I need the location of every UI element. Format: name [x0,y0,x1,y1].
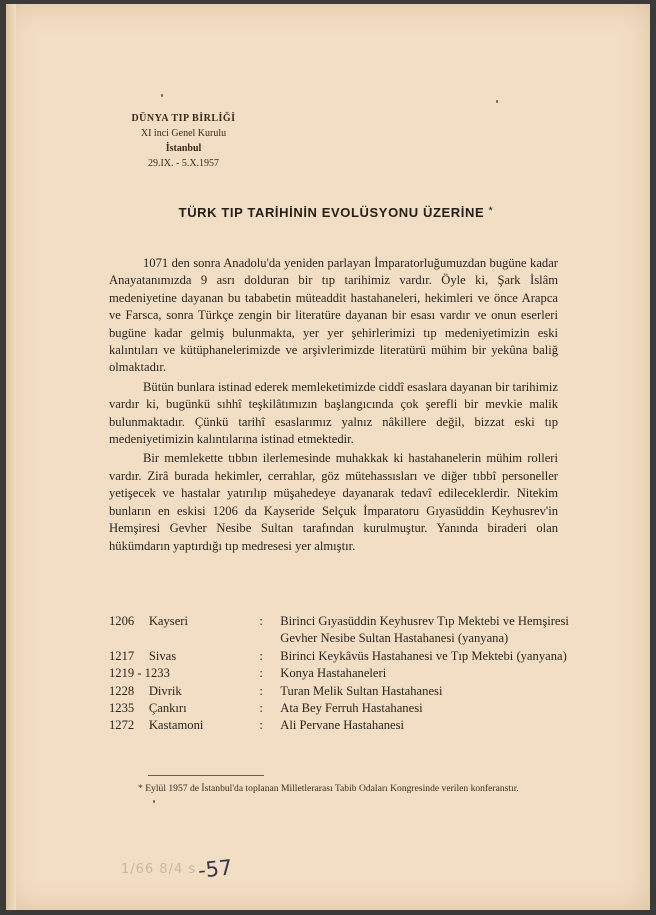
separator-colon: : [259,648,263,663]
header-dates: 29.IX. - 5.X.1957 [147,158,220,169]
institution-city: Kastamoni [148,718,204,733]
separator-colon: : [259,683,263,698]
separator-colon: : [259,666,263,681]
institution-desc: Birinci Gıyasüddin Keyhusrev Tıp Mektebi ve Hemşiresi Gevher Nesibe Sultan Hastahanesi (yanyana) [280,614,569,646]
paragraph: 1071 den sonra Anadolu'da yeniden parlayan İmparatorluğumuzdan bugüne kadar Anayatanımızda 9 asrı dolduran bir tıp tarihimiz vardır. Öyle ki, Şark İslâm medeniyetine dayanan bu tababetin müteaddit hastahaneleri, hekimleri ve önce Arapca ve Farsca, sonra Türkçe zengin bir literatüre dayanan bir esası vardır ve onun eserleri bugüne kadar gelmiş bulunmakta, yer yer şehirlerimizi tıp medeniyetimizin eski kalıntıları ve kütüphanelerimizde ve arşivlerimizde literatürü mühim bir yekûna baliğ olmaktadır. [109,256,558,375]
institution-year: 1219 - 1233 [109,666,170,681]
article-body [109,255,558,555]
institution-row [109,665,569,682]
handwritten-page-number: -57 [196,855,234,883]
institution-desc: Birinci Keykâvüs Hastahanesi ve Tıp Mektebi (yanyana) [280,648,567,663]
separator-colon: : [259,701,263,716]
header-city: İstanbul [165,143,202,154]
institution-row [109,700,569,717]
paragraph: Bütün bunlara istinad ederek memleketimizde ciddî esaslara dayanan bir tarihimiz vardır ki, bugünkü sıhhî teşkilâtımızın başlangıcında çok şerefli bir mevkie malik bulunmaktadır. Çünkü tarihî esaslarımız yalnız nâkillere değil, bizzat eski tıp medeniyetimizin kalıntılarına istinad etmektedir. [109,379,558,447]
article-title [106,205,566,220]
institution-row [109,613,569,648]
institution-row [109,683,569,700]
paper-speck [161,94,163,97]
pencil-annotation: 1/66 8/4 s [121,862,197,877]
institution-year: 1228 [109,683,135,698]
conference-header [111,111,256,171]
institution-year: 1206 [109,614,135,628]
institution-city: Çankırı [148,701,187,716]
article-title-text: TÜRK TIP TARİHİNİN EVOLÜSYONU ÜZERİNE [178,205,485,220]
institution-row [109,717,569,734]
institution-city: Divrik [148,683,182,698]
document-page [6,4,650,910]
header-congress: XI inci Genel Kurulu [140,128,227,139]
paragraph: Bir memlekette tıbbın ilerlemesinde muhakkak ki hastahanelerin mühim rolleri vardır. Zirâ burada hekimler, cerrahlar, göz mütehassısları ve diğer tıbbî personeller yetişecek ve hastalar yatırılıp müşahedeye dayanarak tedavî edileceklerdir. Nitekim bunların en eskisi 1206 da Kayseride Selçuk İmparatoru Gıyasüddin Keyhusrev'in Hemşiresi Gevher Nesibe Sultan tarafından kurulmuştur. Yanında biraderi olan hükümdarın yaptırdığı tıp medresesi yer almıştır. [109,451,558,553]
separator-colon: : [259,614,263,628]
institution-desc: Ali Pervane Hastahanesi [280,718,405,733]
institution-city: Sivas [148,648,177,663]
header-org: DÜNYA TIP BİRLİĞİ [131,113,236,124]
institution-desc: Turan Melik Sultan Hastahanesi [280,683,443,698]
footnote: * Eylül 1957 de İstanbul'da toplanan Milletlerarası Tabib Odaları Kongresinde verilen konferanstır. [138,783,519,794]
page-binding-edge [6,4,16,910]
paper-speck [496,100,498,103]
institution-desc: Ata Bey Ferruh Hastahanesi [280,701,423,716]
footnote-divider [148,775,264,776]
title-footnote-marker: * [488,205,494,217]
separator-colon: : [259,718,263,733]
institution-row [109,648,569,665]
institution-year: 1217 [109,648,135,663]
institution-city: Kayseri [148,614,188,628]
institution-year: 1235 [109,701,135,716]
institution-year: 1272 [109,718,135,733]
institutions-list [109,613,569,735]
paper-speck [153,800,155,803]
institution-desc: Konya Hastahaneleri [280,666,387,681]
